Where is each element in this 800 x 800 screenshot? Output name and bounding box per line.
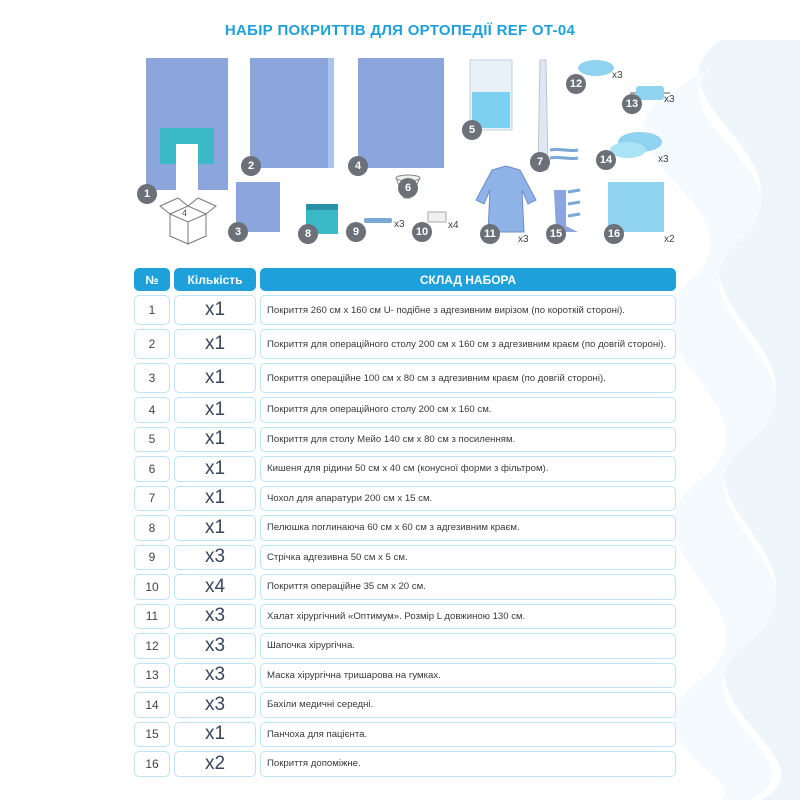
row-quantity: x3: [174, 663, 256, 689]
row-number: 12: [134, 633, 170, 659]
table-row: [134, 427, 676, 453]
table-row: [134, 456, 676, 482]
item-number-badge: 15: [546, 224, 566, 244]
row-description: Покриття допоміжне.: [260, 751, 676, 777]
row-quantity: x1: [174, 427, 256, 453]
row-description: Покриття 260 см х 160 см U- подібне з адгезивним вирізом (по короткій стороні).: [260, 295, 676, 325]
item-number-badge: 6: [398, 178, 418, 198]
row-quantity: x3: [174, 692, 256, 718]
item-12-quantity: x3: [612, 70, 623, 81]
row-number: 5: [134, 427, 170, 453]
item-9-quantity: x3: [394, 219, 405, 230]
item-number-badge: 14: [596, 150, 616, 170]
table-row: [134, 663, 676, 689]
row-number: 8: [134, 515, 170, 541]
table-header-row: [134, 268, 676, 291]
row-description: Панчоха для пацієнта.: [260, 722, 676, 748]
row-quantity: x1: [174, 397, 256, 423]
item-number-badge: 2: [241, 156, 261, 176]
row-number: 2: [134, 329, 170, 359]
item-12-cap: [578, 60, 614, 76]
item-number-badge: 10: [412, 222, 432, 242]
item-1-u-drape: [146, 58, 228, 190]
row-quantity: x1: [174, 515, 256, 541]
header-number: №: [134, 268, 170, 291]
table-row: [134, 692, 676, 718]
row-number: 13: [134, 663, 170, 689]
table-row: [134, 722, 676, 748]
row-number: 16: [134, 751, 170, 777]
item-5-mayo-cover: [470, 60, 512, 130]
row-description: Покриття для операційного столу 200 см х 160 см.: [260, 397, 676, 423]
table-row: [134, 633, 676, 659]
row-number: 14: [134, 692, 170, 718]
item-11-quantity: x3: [518, 234, 529, 245]
row-number: 6: [134, 456, 170, 482]
row-quantity: x3: [174, 604, 256, 630]
row-description: Пелюшка поглинаюча 60 см х 60 см з адгезивним краєм.: [260, 515, 676, 541]
row-description: Шапочка хірургічна.: [260, 633, 676, 659]
item-number-badge: 11: [480, 224, 500, 244]
row-description: Бахіли медичні середні.: [260, 692, 676, 718]
header-quantity: Кількість: [174, 268, 256, 291]
box-label: 4: [182, 208, 188, 218]
kit-contents-table: [134, 264, 676, 781]
page-title: НАБІР ПОКРИТТІВ ДЛЯ ОРТОПЕДІЇ REF OT-04: [224, 22, 576, 39]
row-description: Чохол для апаратури 200 см х 15 см.: [260, 486, 676, 512]
item-11-gown: [476, 166, 536, 232]
table-row: [134, 574, 676, 600]
item-number-badge: 5: [462, 120, 482, 140]
item-9-tape: [364, 218, 392, 223]
header-contents: СКЛАД НАБОРА: [260, 268, 676, 291]
row-quantity: x1: [174, 486, 256, 512]
row-quantity: x2: [174, 751, 256, 777]
item-number-badge: 3: [228, 222, 248, 242]
item-13-quantity: x3: [664, 94, 675, 105]
table-row: [134, 363, 676, 393]
row-description: Покриття операційне 100 см х 80 см з адгезивним краєм (по довгій стороні).: [260, 363, 676, 393]
item-2-table-drape: [250, 58, 334, 168]
table-row: [134, 295, 676, 325]
table-row: [134, 486, 676, 512]
item-14-shoe-covers: [610, 132, 662, 158]
item-number-badge: 13: [622, 94, 642, 114]
row-number: 9: [134, 545, 170, 571]
row-description: Покриття для столу Мейо 140 см х 80 см з посиленням.: [260, 427, 676, 453]
row-number: 4: [134, 397, 170, 423]
row-quantity: x3: [174, 633, 256, 659]
row-quantity: x1: [174, 295, 256, 325]
table-row: [134, 545, 676, 571]
item-10-quantity: x4: [448, 220, 459, 231]
row-number: 10: [134, 574, 170, 600]
row-quantity: x1: [174, 363, 256, 393]
table-row: [134, 329, 676, 359]
row-number: 3: [134, 363, 170, 393]
kit-illustration: [0, 0, 800, 260]
row-number: 15: [134, 722, 170, 748]
row-quantity: x1: [174, 722, 256, 748]
item-14-quantity: x3: [658, 154, 669, 165]
row-number: 1: [134, 295, 170, 325]
row-description: Маска хірургічна тришарова на гумках.: [260, 663, 676, 689]
row-description: Покриття операційне 35 см х 20 см.: [260, 574, 676, 600]
table-row: [134, 397, 676, 423]
item-number-badge: 1: [137, 184, 157, 204]
item-4-table-drape: [358, 58, 444, 168]
row-description: Покриття для операційного столу 200 см х 160 см з адгезивним краєм (по довгій стороні).: [260, 329, 676, 359]
table-row: [134, 751, 676, 777]
item-number-badge: 12: [566, 74, 586, 94]
row-quantity: x3: [174, 545, 256, 571]
item-number-badge: 7: [530, 152, 550, 172]
row-description: Стрічка адгезивна 50 см х 5 см.: [260, 545, 676, 571]
row-quantity: x1: [174, 456, 256, 482]
item-10-small-drape: [428, 212, 446, 222]
row-quantity: x4: [174, 574, 256, 600]
item-number-badge: 9: [346, 222, 366, 242]
item-number-badge: 4: [348, 156, 368, 176]
row-number: 7: [134, 486, 170, 512]
box-icon: [160, 198, 216, 244]
row-description: Кишеня для рідини 50 см х 40 см (конусної форми з фільтром).: [260, 456, 676, 482]
item-number-badge: 16: [604, 224, 624, 244]
item-number-badge: 8: [298, 224, 318, 244]
row-description: Халат хірургічний «Оптимум». Розмір L довжиною 130 см.: [260, 604, 676, 630]
row-number: 11: [134, 604, 170, 630]
item-16-quantity: x2: [664, 234, 675, 245]
table-row: [134, 515, 676, 541]
table-row: [134, 604, 676, 630]
row-quantity: x1: [174, 329, 256, 359]
